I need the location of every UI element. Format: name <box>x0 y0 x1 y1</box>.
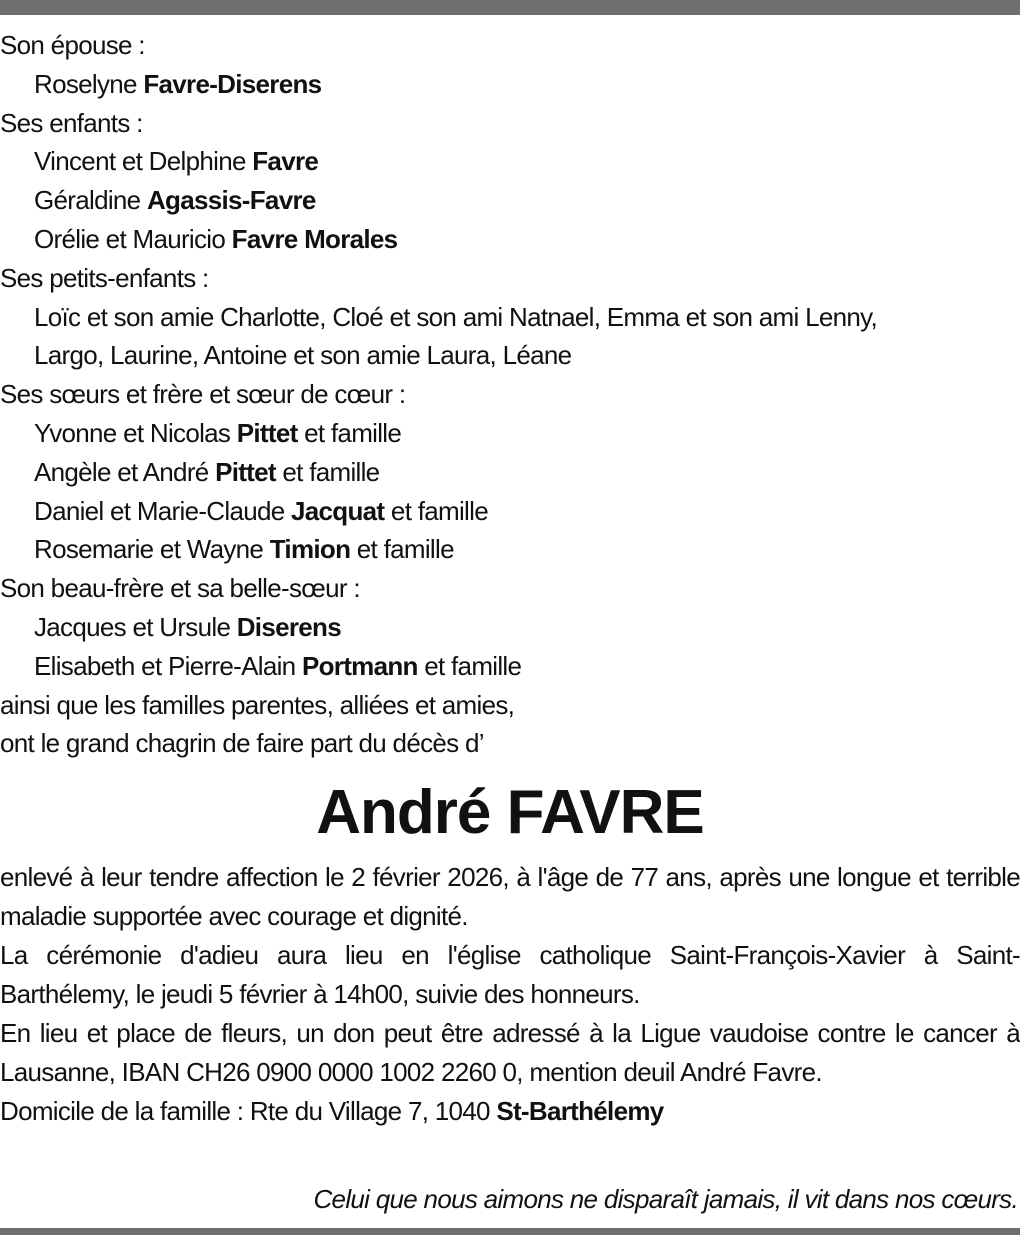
grandchildren-heading: Ses petits-enfants : <box>0 262 209 293</box>
top-rule <box>0 0 1020 15</box>
ceremony-paragraph: La cérémonie d'adieu aura lieu en l'église catholique Saint-François-Xavier à Saint-Barthélemy, le jeudi 5 février à 14h00, suivie des honneurs. <box>0 940 1020 1009</box>
sibling-entry: Rosemarie et Wayne Timion et famille <box>34 534 454 565</box>
child-entry: Géraldine Agassis-Favre <box>34 185 316 216</box>
spouse-heading: Son épouse : <box>0 30 145 60</box>
bottom-rule <box>0 1228 1020 1235</box>
family-list <box>0 26 1020 763</box>
child-entry: Orélie et Mauricio Favre Morales <box>34 223 398 254</box>
sibling-entry: Daniel et Marie-Claude Jacquat et famille <box>34 495 488 526</box>
inlaw-entry: Jacques et Ursule Diserens <box>34 611 341 642</box>
donation-paragraph: En lieu et place de fleurs, un don peut être adressé à la Ligue vaudoise contre le cancer à Lausanne, IBAN CH26 0900 0000 1002 2260 0, mention deuil André Favre. <box>0 1018 1020 1087</box>
deceased-name: André FAVRE <box>316 778 704 847</box>
spouse-surname: Favre-Diserens <box>143 68 322 99</box>
motto: Celui que nous aimons ne disparaît jamais, il vit dans nos cœurs. <box>313 1184 1018 1214</box>
siblings-heading: Ses sœurs et frère et sœur de cœur : <box>0 379 406 410</box>
grandchildren-line: Largo, Laurine, Antoine et son amie Laura, Léane <box>34 340 572 371</box>
inlaws-heading: Son beau-frère et sa belle-sœur : <box>0 573 360 604</box>
closing-line: ont le grand chagrin de faire part du décès d’ <box>0 728 484 759</box>
inlaw-entry: Elisabeth et Pierre-Alain Portmann et famille <box>34 650 522 681</box>
domicile-line: Domicile de la famille : Rte du Village 7, 1040 St-Barthélemy <box>0 1096 664 1126</box>
spouse-entry: Roselyne Favre-Diserens <box>34 68 322 99</box>
sibling-entry: Yvonne et Nicolas Pittet et famille <box>34 417 402 448</box>
children-heading: Ses enfants : <box>0 107 143 138</box>
closing-line: ainsi que les familles parentes, alliées et amies, <box>0 689 515 720</box>
sibling-entry: Angèle et André Pittet et famille <box>34 456 380 487</box>
domicile-place: St-Barthélemy <box>496 1096 664 1126</box>
announcement-body <box>0 858 1020 1131</box>
grandchildren-line: Loïc et son amie Charlotte, Cloé et son ami Natnael, Emma et son ami Lenny, <box>34 301 878 332</box>
death-paragraph: enlevé à leur tendre affection le 2 février 2026, à l'âge de 77 ans, après une longue et terrible maladie supportée avec courage et dignité. <box>0 862 1020 931</box>
child-entry: Vincent et Delphine Favre <box>34 146 319 177</box>
